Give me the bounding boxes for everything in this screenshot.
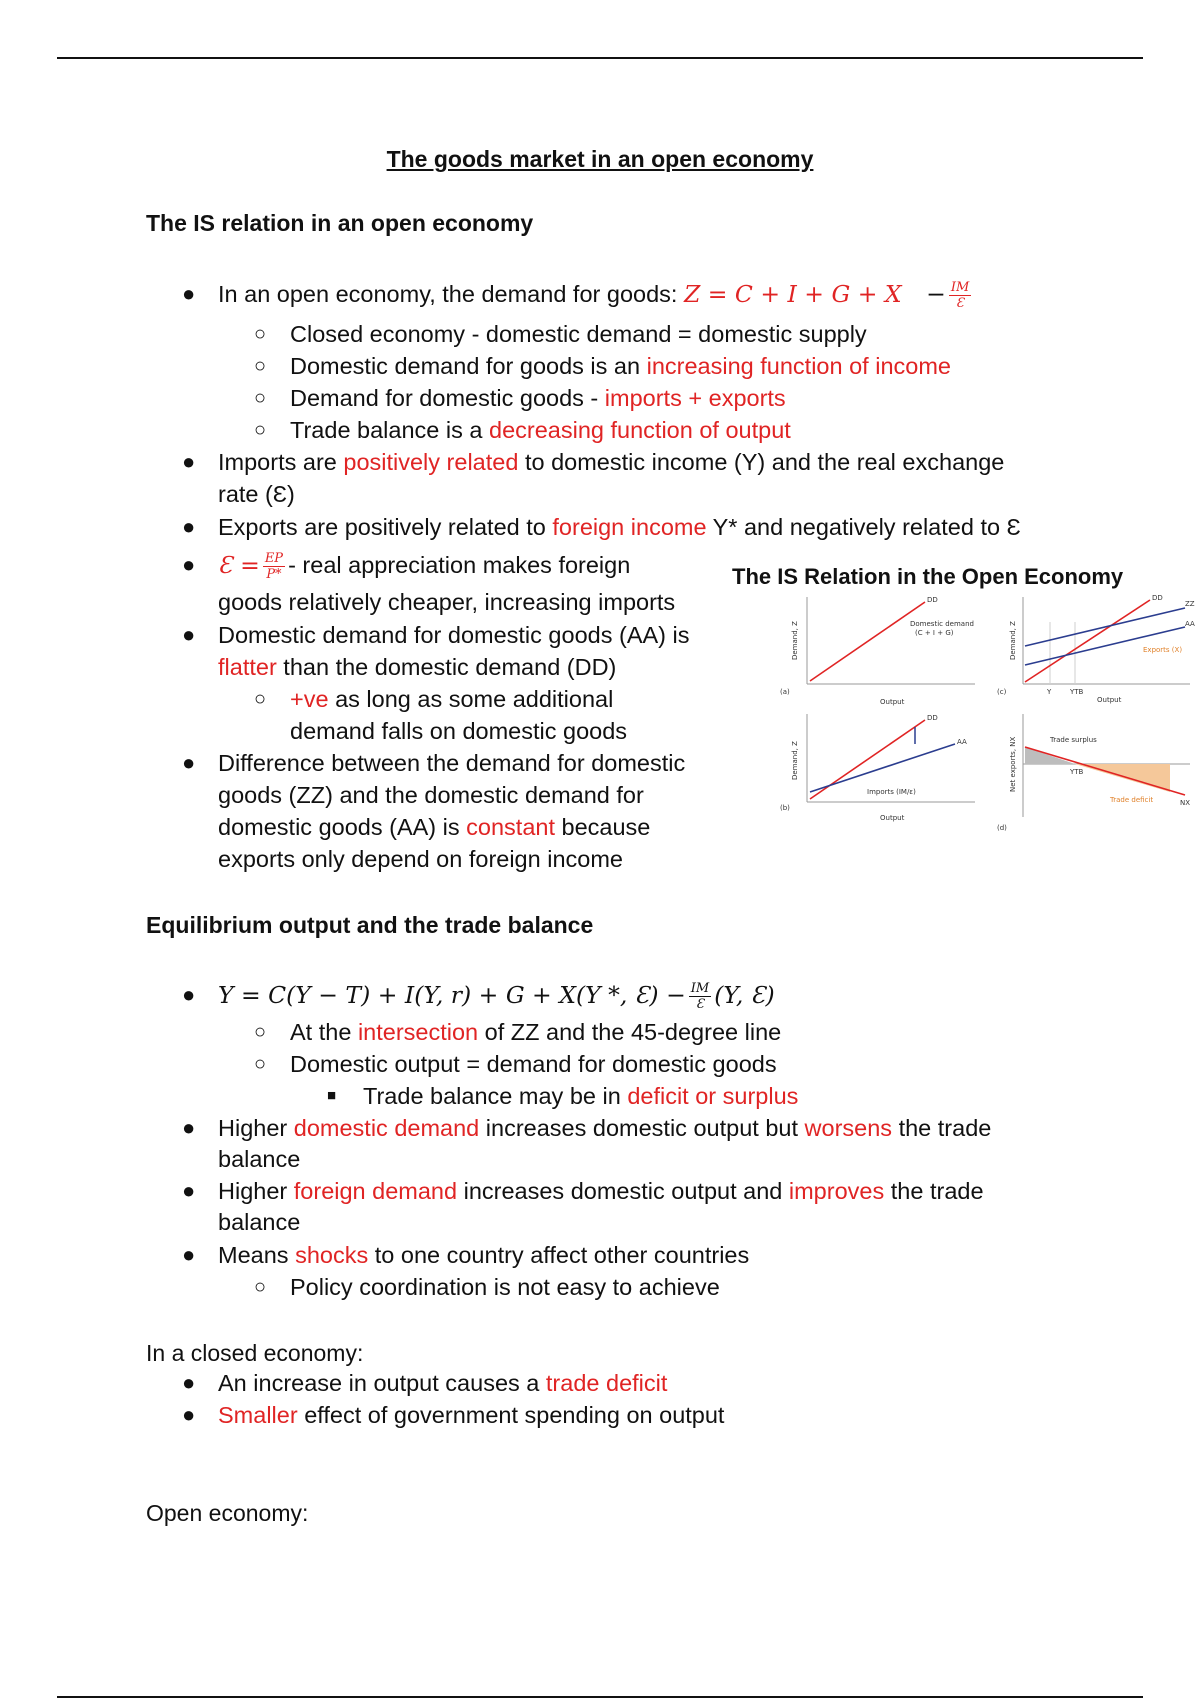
panel-a-label2: (C + I + G) <box>915 629 954 637</box>
bullet-circle: ○ <box>254 1053 267 1075</box>
panel-c-dd-label: DD <box>1152 594 1163 602</box>
demand-frac-num: IM <box>950 280 970 296</box>
bullet-disc: ● <box>182 982 196 1007</box>
panel-a-label1: Domestic demand <box>910 620 974 628</box>
text: Higher <box>218 1115 294 1141</box>
panel-a-dd-line <box>810 602 925 681</box>
shocks-line <box>218 1241 749 1269</box>
bullet-circle: ○ <box>254 688 267 710</box>
text: effect of government spending on output <box>297 1402 725 1428</box>
panel-a-ylabel: Demand, Z <box>791 621 799 660</box>
intersection-line <box>290 1018 781 1046</box>
panel-b-tag: (b) <box>780 804 790 812</box>
bullet-square: ■ <box>327 1087 337 1104</box>
ve-line <box>290 685 613 713</box>
panel-b-ylabel: Demand, Z <box>791 741 799 780</box>
eps-dash: - <box>288 552 296 578</box>
foreign-demand-line <box>218 1177 984 1205</box>
sub-demand-domestic-goods <box>290 384 786 412</box>
panel-d-nx-label: NX <box>1180 799 1191 807</box>
text: domestic goods (AA) is <box>218 814 467 840</box>
diff-line: Difference between the demand for domestic <box>218 750 686 776</box>
bullet-circle: ○ <box>254 387 267 409</box>
panel-d-tag: (d) <box>997 824 1007 832</box>
panel-b <box>780 714 975 822</box>
highlight: Smaller <box>218 1402 298 1428</box>
text: Means <box>218 1242 296 1268</box>
highlight: +ve <box>290 686 329 712</box>
eps-lhs: Ɛ = <box>218 551 260 579</box>
bullet-circle: ○ <box>254 1021 267 1043</box>
bullet-disc: ● <box>182 750 196 775</box>
page-title: The goods market in an open economy <box>386 146 814 172</box>
bullet-disc: ● <box>182 1178 196 1203</box>
highlight: increasing function of income <box>646 353 951 379</box>
eq-den: Ɛ <box>695 997 705 1013</box>
eq-main: Y = C(Y − T) + I(Y, r) + G + X(Y *, Ɛ) − <box>218 981 686 1009</box>
panel-d-ylabel: Net exports, NX <box>1009 736 1017 792</box>
highlight: flatter <box>218 654 277 680</box>
highlight: foreign income <box>552 514 707 540</box>
text: increases domestic output and <box>457 1178 789 1204</box>
panel-b-aa-line <box>810 744 955 792</box>
text: of ZZ and the 45-degree line <box>478 1019 782 1045</box>
text: Trade balance is a <box>290 417 489 443</box>
highlight: domestic demand <box>293 1115 480 1141</box>
text: Trade balance may be in <box>363 1083 628 1109</box>
highlight: improves <box>788 1178 885 1204</box>
bullet-disc: ● <box>182 449 196 474</box>
aa-line-cont <box>218 653 616 681</box>
trade-balance-line <box>363 1082 798 1110</box>
bullet-circle: ○ <box>254 1276 267 1298</box>
imports-line <box>218 448 1004 476</box>
panel-b-xlabel: Output <box>880 814 905 822</box>
text: the trade <box>892 1115 992 1141</box>
panel-a-xlabel: Output <box>880 698 905 706</box>
eq-fraction <box>689 981 711 1012</box>
closed-gov-spending-line <box>218 1401 724 1429</box>
panel-a-curve-label: DD <box>927 596 938 604</box>
demand-fraction <box>949 280 971 311</box>
bottom-rule <box>57 1696 1143 1698</box>
eq-num: IM <box>690 981 710 997</box>
panel-c-tag: (c) <box>997 688 1007 696</box>
panel-c <box>997 594 1195 704</box>
text: than the domestic demand (DD) <box>276 654 617 680</box>
sub-closed-economy: Closed economy - domestic demand = domestic supply <box>290 321 867 347</box>
text: At the <box>290 1019 358 1045</box>
highlight: decreasing function of output <box>489 417 791 443</box>
closed-economy-label: In a closed economy: <box>146 1340 364 1366</box>
panel-a <box>780 596 975 706</box>
section-heading-is-relation: The IS relation in an open economy <box>146 210 534 236</box>
text: to domestic income (Y) and the real exchange <box>518 449 1005 475</box>
equilibrium-equation <box>218 981 775 1012</box>
text: real appreciation makes foreign <box>295 552 631 578</box>
bullet-disc: ● <box>182 1402 196 1427</box>
text: increases domestic output but <box>479 1115 805 1141</box>
bullet-disc: ● <box>182 1242 196 1267</box>
panel-c-aa-label: AA <box>1185 620 1195 628</box>
text: Imports are <box>218 449 344 475</box>
highlight: foreign demand <box>293 1178 458 1204</box>
eps-fraction <box>263 551 285 582</box>
text: as long as some additional <box>328 686 614 712</box>
bullet-disc: ● <box>182 281 196 306</box>
highlight: worsens <box>804 1115 893 1141</box>
aa-line: Domestic demand for domestic goods (AA) is <box>218 622 690 648</box>
top-rule <box>57 57 1143 59</box>
demand-prefix: In an open economy, the demand for goods: <box>218 281 684 307</box>
exports-line <box>218 513 1021 541</box>
closed-output-line <box>218 1369 667 1397</box>
panel-d-surplus-label: Trade surplus <box>1050 736 1097 744</box>
domestic-demand-cont: balance <box>218 1146 301 1172</box>
diff-line-2: goods (ZZ) and the domestic demand for <box>218 782 644 808</box>
panel-c-ytb-tick: YTB <box>1070 688 1084 696</box>
highlight: positively related <box>343 449 519 475</box>
figure-title: The IS Relation in the Open Economy <box>732 564 1124 589</box>
text: Y* and negatively related to Ɛ <box>706 514 1021 540</box>
panel-a-tag: (a) <box>780 688 790 696</box>
panel-d-deficit-area <box>1075 764 1170 792</box>
open-economy-label: Open economy: <box>146 1500 309 1526</box>
text: to one country affect other countries <box>368 1242 750 1268</box>
text: Demand for domestic goods - <box>290 385 605 411</box>
highlight: constant <box>466 814 555 840</box>
real-exchange-line <box>218 551 630 582</box>
bullet-disc: ● <box>182 552 196 577</box>
panel-c-xlabel: Output <box>1097 696 1122 704</box>
domestic-demand-line <box>218 1114 991 1142</box>
demand-formula: Z = C + I + G + X <box>683 280 902 308</box>
diff-line-3 <box>218 813 650 841</box>
panel-b-aa-label: AA <box>957 738 967 746</box>
bullet-circle: ○ <box>254 355 267 377</box>
domestic-output-line: Domestic output = demand for domestic goods <box>290 1051 777 1077</box>
panel-b-label1: Imports (IM/ε) <box>867 788 916 796</box>
text: An increase in output causes a <box>218 1370 546 1396</box>
real-exchange-cont: goods relatively cheaper, increasing imports <box>218 589 676 615</box>
section-heading-equilibrium: Equilibrium output and the trade balance <box>146 912 594 938</box>
bullet-disc: ● <box>182 514 196 539</box>
bullet-circle: ○ <box>254 419 267 441</box>
panel-c-label1: Exports (X) <box>1143 646 1183 654</box>
panel-c-zz-label: ZZ <box>1185 600 1195 608</box>
panel-d <box>997 714 1190 832</box>
panel-c-zz-line <box>1025 608 1185 646</box>
is-relation-figure <box>775 592 1195 842</box>
highlight: intersection <box>357 1019 479 1045</box>
bullet-disc: ● <box>182 1370 196 1395</box>
panel-d-ytb-tick: YTB <box>1070 768 1084 776</box>
ve-line-cont: demand falls on domestic goods <box>290 718 628 744</box>
diff-line-4: exports only depend on foreign income <box>218 846 623 872</box>
sub-domestic-demand <box>290 352 951 380</box>
highlight: trade deficit <box>545 1370 668 1396</box>
demand-line <box>218 280 974 311</box>
bullet-disc: ● <box>182 622 196 647</box>
bullet-circle: ○ <box>254 323 267 345</box>
text: Exports are positively related to <box>218 514 553 540</box>
sub-trade-balance <box>290 416 791 444</box>
highlight: imports + exports <box>604 385 786 411</box>
imports-line-cont: rate (Ɛ) <box>218 481 295 507</box>
highlight: shocks <box>295 1242 369 1268</box>
bullet-disc: ● <box>182 1115 196 1140</box>
eq-tail: (Y, Ɛ) <box>714 981 775 1009</box>
demand-frac-den: Ɛ <box>956 296 965 312</box>
text: because <box>555 814 651 840</box>
panel-c-ylabel: Demand, Z <box>1009 621 1017 660</box>
policy-coordination-line: Policy coordination is not easy to achieve <box>290 1274 720 1300</box>
demand-minus: − <box>926 280 946 308</box>
panel-d-deficit-label: Trade deficit <box>1110 796 1154 804</box>
panel-c-y-tick: Y <box>1047 688 1052 696</box>
eps-den: P* <box>266 567 282 583</box>
eps-num: EP <box>264 551 284 567</box>
text: the trade <box>884 1178 984 1204</box>
text: Higher <box>218 1178 294 1204</box>
text: Domestic demand for goods is an <box>290 353 647 379</box>
highlight: deficit or surplus <box>627 1083 799 1109</box>
panel-b-dd-label: DD <box>927 714 938 722</box>
foreign-demand-cont: balance <box>218 1209 301 1235</box>
